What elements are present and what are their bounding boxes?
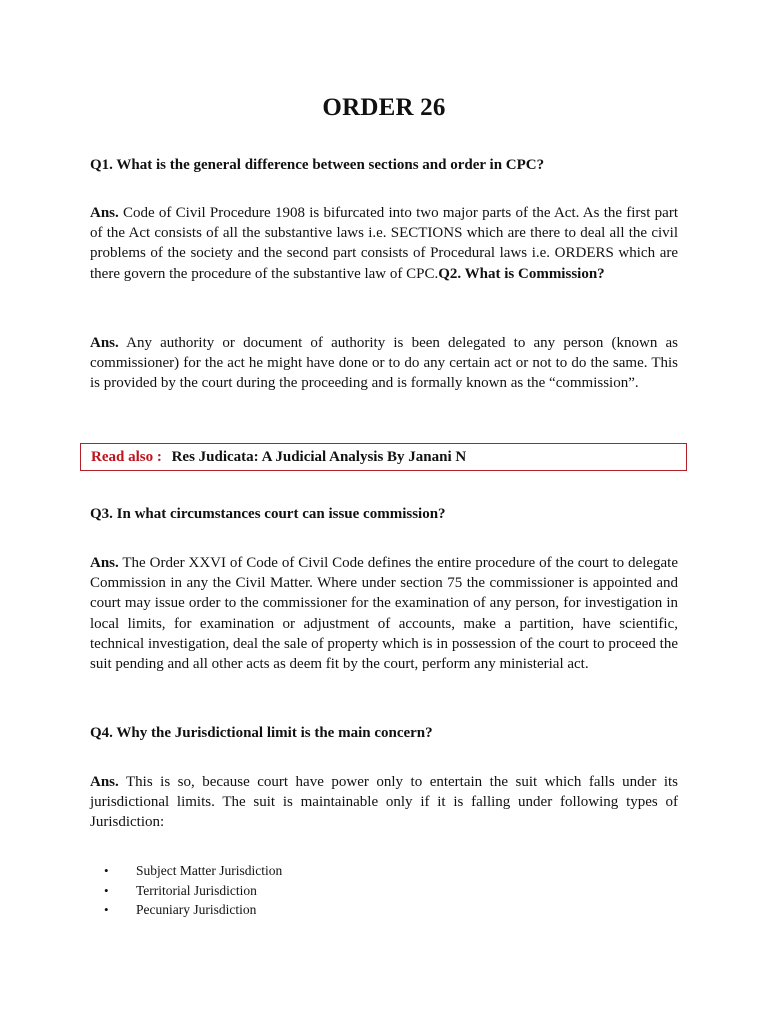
read-also-box [80, 443, 687, 471]
question-3: Q3. In what circumstances court can issue commission? [90, 506, 446, 522]
answer-lead: Ans. [90, 555, 119, 571]
answer-text: The Order XXVI of Code of Civil Code defines the entire procedure of the court to delegate Commission in any the Civil Matter. Where under section 75 the commissioner is appointed and court may issue order to the commissioner for the examination of any person, for investigation in local limits, for examination or adjustment of accounts, make a partition, have scientific, technical investigation, deal the sale of property which is in possession of the court to proceed the suit pending and all other acts as deem fit by the court, perform any ministerial act. [90, 555, 678, 673]
list-item-text: Subject Matter Jurisdiction [136, 863, 283, 878]
page-title: ORDER 26 [322, 94, 446, 121]
answer-2 [90, 333, 678, 394]
answer-lead: Ans. [90, 335, 119, 351]
question-4: Q4. Why the Jurisdictional limit is the main concern? [90, 725, 433, 741]
read-also-label: Read also : [91, 449, 162, 465]
jurisdiction-list [100, 861, 500, 920]
answer-text: This is so, because court have power only to entertain the suit which falls under its jurisdictional limits. The suit is maintainable only if it is falling under following types of Jurisdiction: [90, 774, 678, 831]
question-2: Q2. What is Commission? [438, 265, 605, 282]
answer-lead: Ans. [90, 774, 119, 790]
answer-1 [90, 203, 678, 284]
list-item-text: Pecuniary Jurisdiction [136, 902, 257, 917]
answer-text: Code of Civil Procedure 1908 is bifurcated into two major parts of the Act. As the first part of the Act consists of all the substantive laws i.e. SECTIONS which are there to deal all the civil problems of the society and the second part consists of Procedural laws i.e. ORDERS which are there govern the procedure of the substantive law of CPC. [90, 205, 678, 282]
list-item [100, 900, 500, 920]
read-also-link[interactable]: Res Judicata: A Judicial Analysis By Janani N [171, 449, 467, 465]
question-1: Q1. What is the general difference between sections and order in CPC? [90, 157, 545, 173]
list-item [100, 881, 500, 901]
list-item-text: Territorial Jurisdiction [136, 882, 257, 898]
bullet-icon: • [104, 902, 109, 917]
answer-3 [90, 553, 678, 674]
bullet-icon: • [104, 863, 109, 878]
answer-lead: Ans. [90, 205, 119, 221]
bullet-icon: • [104, 882, 109, 898]
answer-4 [90, 772, 678, 833]
list-item [100, 861, 500, 881]
answer-text: Any authority or document of authority is been delegated to any person (known as commissioner) for the act he might have done or to do any certain act or not to do the same. This is provided by the court during the proceeding and is formally known as the “commission”. [90, 335, 678, 392]
